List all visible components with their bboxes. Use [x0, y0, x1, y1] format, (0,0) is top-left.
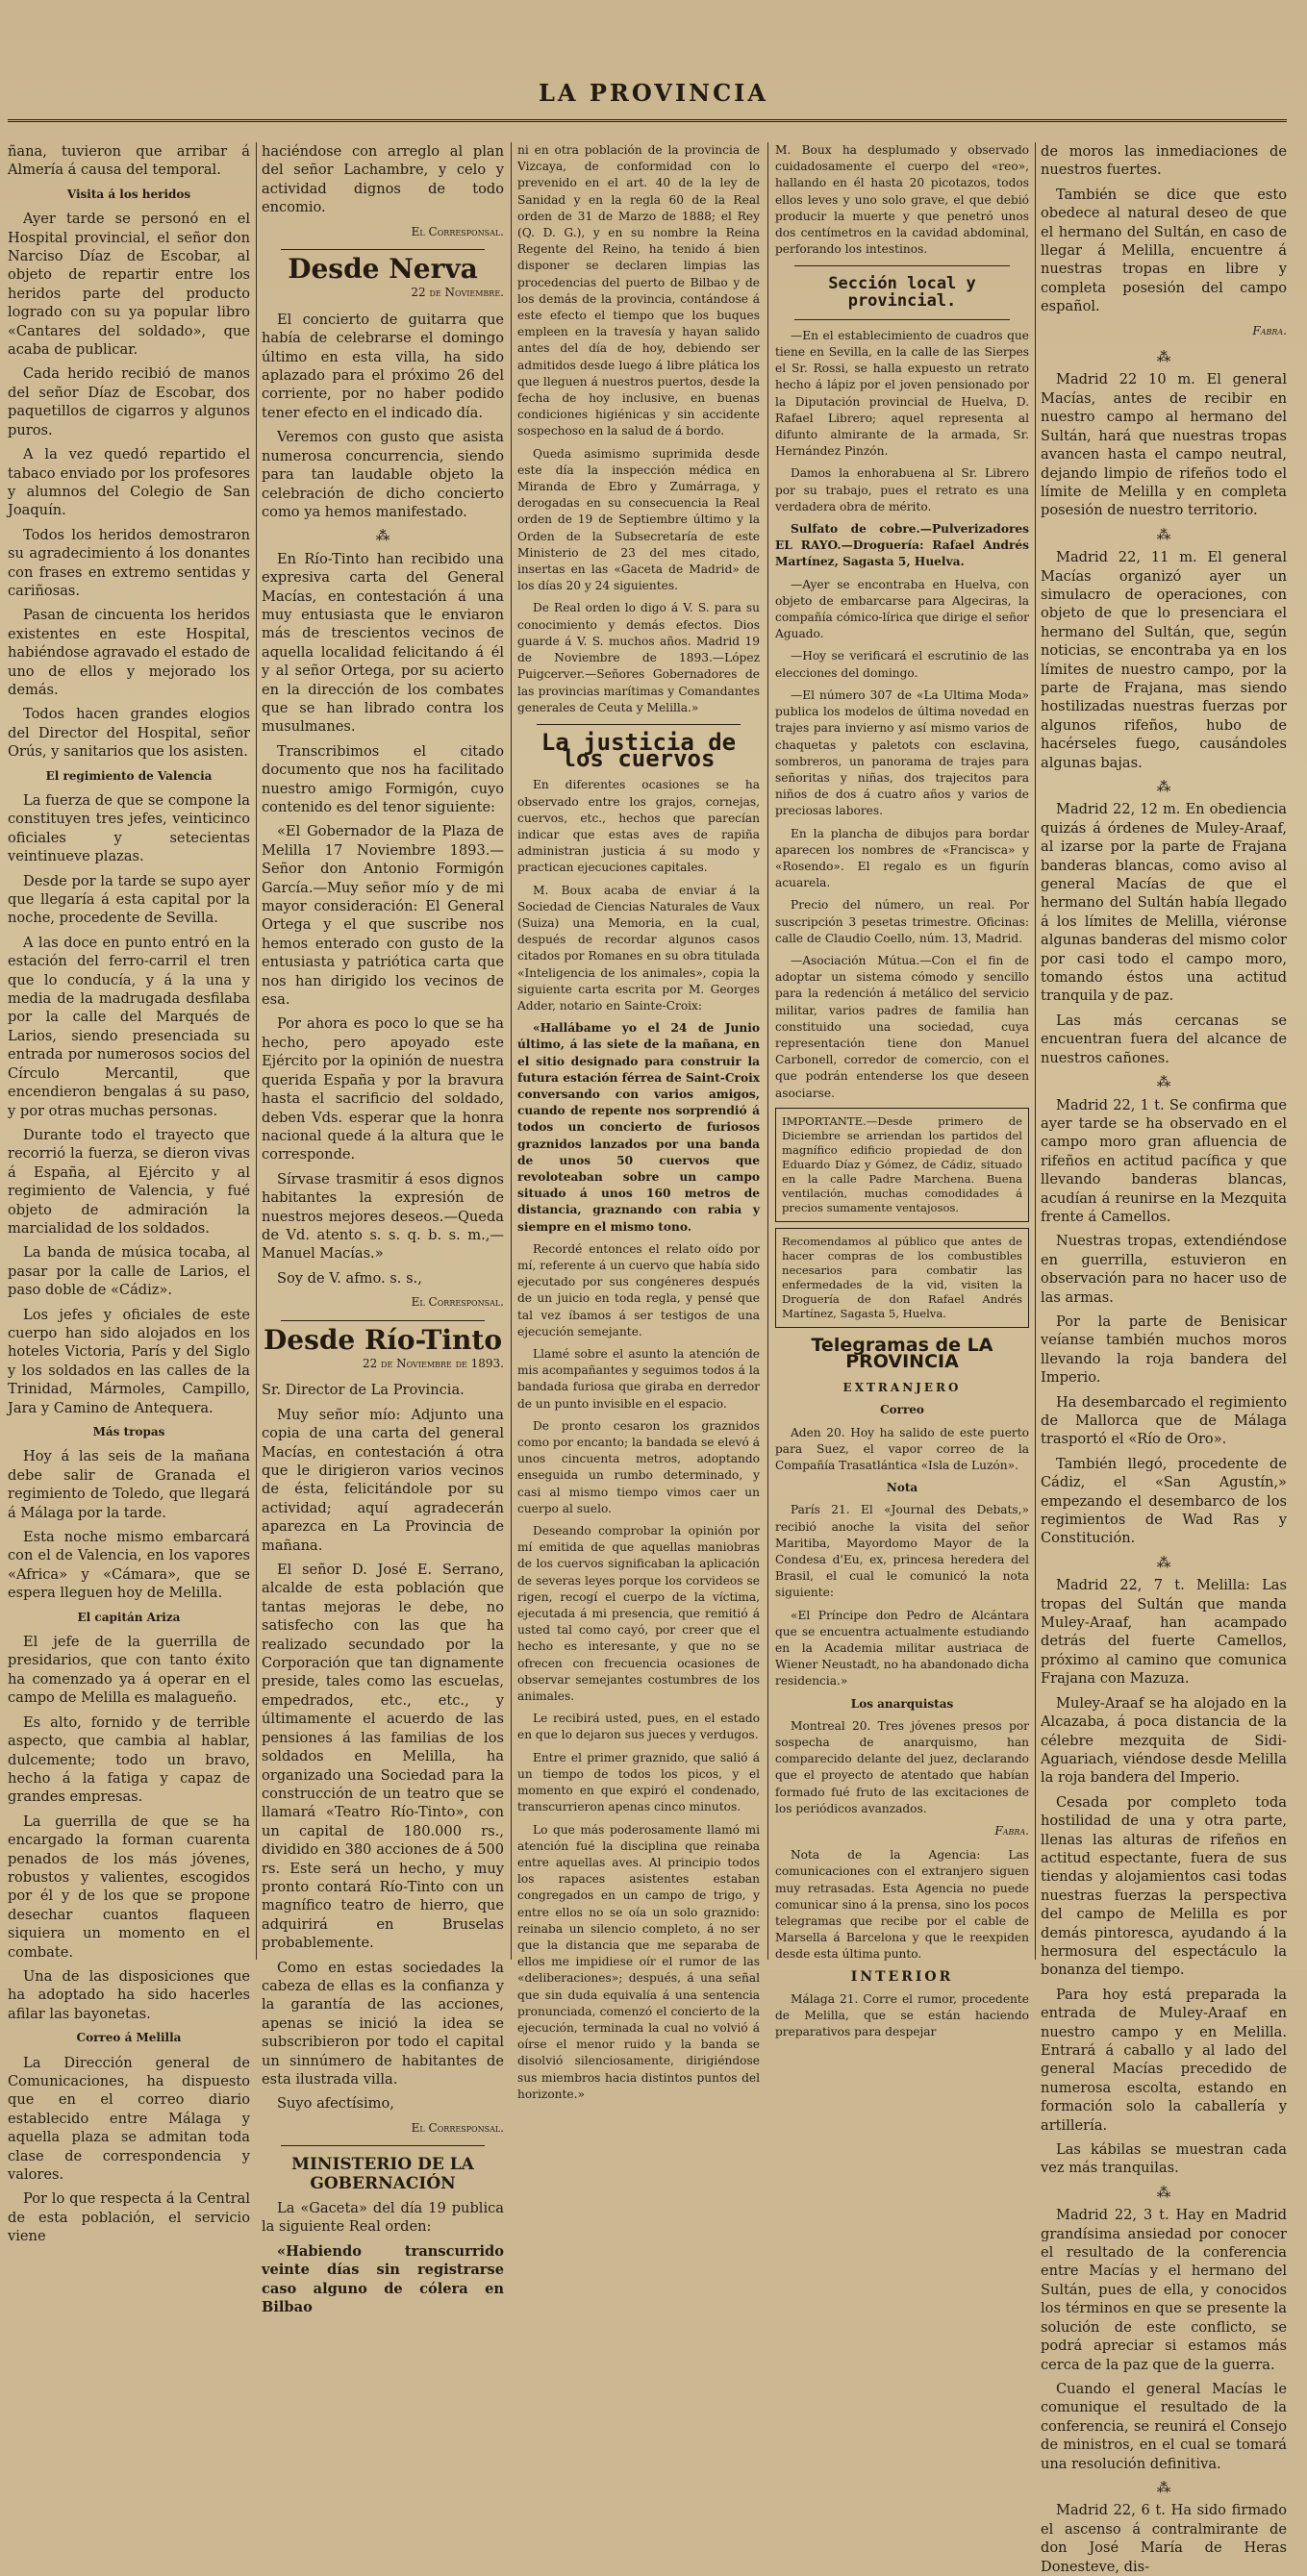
section-subheading: El capitán Ariza	[77, 1610, 181, 1624]
separator-asterism: ⁂	[1156, 349, 1171, 366]
section-subheading: El regimiento de Valencia	[45, 768, 213, 783]
section-subheading: Correo á Melilla	[76, 2031, 182, 2045]
separator-asterism: ⁂	[1156, 1074, 1171, 1091]
paragraph: Una de las disposiciones que ha adoptado ha sido hacerles afilar las bayonetas.	[8, 1967, 250, 2022]
paragraph: Recordé entonces el relato oído por mí, referente á un cuervo que había sido ejecutado por sus congéneres después de un juicio en toda regla, y pensé que tal vez íbamos á ser testigos de una ejecución semejante.	[517, 1241, 760, 1338]
divider	[537, 724, 741, 725]
paragraph: Lo que más poderosamente llamó mi atención fué la disciplina que reinaba entre aquellas aves. Al principio todos los rapaces asistentes estaban congregados en un campo de trigo, y entre ellos no se oía un solo graznido: reinaba un silencio completo, á no ser que la distancia que me separaba de ellos me impidiese oír el rumor de las «deliberaciones»; después, á una señal que sin duda equivalía á una sentencia pronunciada, comenzó el concierto de la ejecución, terminada la cual no volvió á oírse el menor ruido y la banda se disolvió silenciosamente, dirigiéndose sus miembros hacia distintos puntos del horizonte.»	[517, 1822, 760, 2101]
paragraph: Ayer tarde se personó en el Hospital provincial, el señor don Narciso Díaz de Escobar, al objeto de repartir entre los heridos parte del producto logrado con su ya popular libro «Cantares del soldado», que acaba de publicar.	[8, 211, 250, 359]
paragraph: Todos los heridos demostraron su agradecimiento á los donantes con frases en extremo sentidas y cariñosas.	[8, 526, 250, 599]
paragraph: De pronto cesaron los graznidos como por encanto; la bandada se elevó á unos cincuenta metros, adoptando enseguida un rumbo determinado, y casi al mismo tiempo vimos caer un cuerpo al suelo.	[517, 1418, 760, 1515]
article-heading: Desde Río-Tinto	[263, 1323, 502, 1356]
section-subheading: Los anarquistas	[850, 1696, 954, 1711]
paragraph: Nota de la Agencia: Las comunicaciones con el extranjero siguen muy retrasadas. Esta Agencia no puede comunicar sino á la prensa, sino los pocos telegramas que recibe por el cable de Marsella á Barcelona y que le reexpiden desde esta última punto.	[775, 1848, 1029, 1962]
paragraph: En Río-Tinto han recibido una expresiva carta del General Macías, en contestación á una muy entusiasta que le enviaron más de trescientos vecinos de aquella localidad felicitando á él y al señor Ortega, por su acierto en la dirección de los combates que se han librado contra los musulmanes.	[262, 550, 504, 736]
paragraph: La banda de música tocaba, al pasar por la calle de Larios, el paso doble de «Cádiz».	[8, 1244, 250, 1299]
paragraph: Veremos con gusto que asista numerosa concurrencia, siendo para tan laudable objeto la celebración de dicho concierto como ya hemos manifestado.	[262, 429, 504, 520]
paragraph: A las doce en punto entró en la estación del ferro-carril el tren que lo conducía, y á la una y media de la madrugada desfilaba por la calle del Marqués de Larios, siendo presenciada su entrada por numerosos socios del Círculo Mercantil, que encendieron bengalas á su paso, y por otras muchas personas.	[8, 934, 250, 1119]
separator-asterism: ⁂	[1156, 2184, 1171, 2201]
paragraph: Ha desembarcado el regimiento de Mallorca que de Málaga trasportó el «Río de Oro».	[1041, 1393, 1287, 1448]
masthead-rule	[8, 119, 1287, 122]
paragraph: «El Príncipe don Pedro de Alcántara que se encuentra actualmente estudiando en la Academia militar austriaca de Wiener Neustadt, no ha abandonado dicha residencia.»	[775, 1608, 1029, 1688]
paragraph: de moros las inmediaciones de nuestros fuertes.	[1041, 143, 1287, 179]
masthead: LA PROVINCIA	[538, 79, 769, 107]
paragraph: Hoy á las seis de la mañana debe salir de Granada el regimiento de Toledo, que llegará á Málaga por la tarde.	[8, 1448, 250, 1521]
dateline: 22 de Noviembre de 1893.	[362, 1356, 504, 1370]
paragraph: En la plancha de dibujos para bordar aparecen los nombres de «Francisca» y «Rosendo». El regalo es un figurín acuarela.	[775, 826, 1029, 890]
paragraph: —En el establecimiento de cuadros que tiene en Sevilla, en la calle de las Sierpes el Sr. Rossi, se halla expuesto un retrato hecho á lápiz por el joven pensionado por la Diputación provincial de Huelva, D. Rafael Librero; aquel representa al difunto almirante de la armada, Sr. Hernández Pinzón.	[775, 328, 1029, 459]
paragraph: Muley-Araaf se ha alojado en la Alcazaba, á poca distancia de la célebre mezquita de Sidi-Aguariach, viéndose desde Melilla la roja bandera del Imperio.	[1041, 1694, 1287, 1787]
paragraph: Deseando comprobar la opinión por mí emitida de que aquellas maniobras de los cuervos significaban la aplicación de severas leyes porque los corvideos se rigen, recogí el cuerpo de la víctima, ejecutada á mi presencia, que remitió á usted tal como cayó, por creer que el hecho es interesante, y que no se ofrecen con frecuencia ocasiones de observar semejantes costumbres de los animales.	[517, 1524, 760, 1704]
paragraph: haciéndose con arreglo al plan del señor Lachambre, y celo y actividad dignos de todo encomio.	[262, 143, 504, 216]
paragraph: Sírvase trasmitir á esos dignos habitantes la expresión de nuestros mejores deseos.—Queda de Vd. atento s. s. q. b. s. m.,—Manuel Macías.»	[262, 1170, 504, 1263]
paragraph: Madrid 22 10 m. El general Macías, antes de recibir en nuestro campo al hermano del Sultán, hará que nuestras tropas avancen hasta el campo neutral, dejando limpio de rifeños todo el límite de Melilla y en completa posesión de nuestro territorio.	[1041, 371, 1287, 519]
paragraph: Cada herido recibió de manos del señor Díaz de Escobar, dos paquetillos de cigarros y algunos puros.	[8, 365, 250, 438]
advertisement-box: Recomendamos al público que antes de hacer compras de los combustibles necesarios para combatir las enfermedades de la vid, visiten la Droguería de don Rafael Andrés Martínez, Sagasta 5, Huelva.	[775, 1228, 1029, 1328]
separator-asterism: ⁂	[1156, 779, 1171, 795]
column-2	[262, 142, 504, 2316]
article-heading: Desde Nerva	[288, 253, 478, 286]
paragraph: «Habiendo transcurrido veinte días sin registrarse caso alguno de cólera en Bilbao	[262, 2242, 504, 2316]
divider	[281, 2145, 485, 2146]
section-subheading: INTERIOR	[850, 1968, 954, 1985]
paragraph: La «Gaceta» del día 19 publica la siguiente Real orden:	[262, 2200, 504, 2236]
paragraph: Para hoy está preparada la entrada de Muley-Araaf en nuestro campo y en Melilla. Entrará á caballo y al lado del general Macías precedido de numerosa escolta, estando en formación solo la caballería y artillería.	[1041, 1986, 1287, 2134]
paragraph: Entre el primer graznido, que salió á un tiempo de todos los picos, y el momento en que expiró el condenado, transcurrieron apenas cinco minutos.	[517, 1750, 760, 1814]
paragraph: Transcribimos el citado documento que nos ha facilitado nuestro amigo Formigón, cuyo contenido es del tenor siguiente:	[262, 742, 504, 815]
paragraph: La fuerza de que se compone la constituyen tres jefes, veinticinco oficiales y setecientas veintinueve plazas.	[8, 792, 250, 865]
article-heading: La justicia de los cuervos	[540, 728, 737, 773]
paragraph: Montreal 20. Tres jóvenes presos por sospecha de anarquismo, han comparecido delante del juez, declarando que el proyecto de atentado que habían formado fué fruto de las excitaciones de los periódicos avanzados.	[775, 1718, 1029, 1815]
paragraph: Esta noche mismo embarcará con el de Valencia, en los vapores «Africa» y «Cámara», que se espera lleguen hoy de Melilla.	[8, 1529, 250, 1602]
paragraph: ñana, tuvieron que arribar á Almería á causa del temporal.	[8, 143, 250, 179]
section-subheading: Visita á los heridos	[66, 187, 191, 201]
section-subheading: Más tropas	[92, 1425, 165, 1438]
paragraph: La Dirección general de Comunicaciones, ha dispuesto que en el correo diario establecido entre Málaga y aquella plaza se admitan toda clase de correspondencia y valores.	[8, 2054, 250, 2184]
advertisement-box: IMPORTANTE.—Desde primero de Diciembre se arriendan los partidos del magnífico edificio propiedad de don Eduardo Díaz y Gómez, de Cádiz, situado en la calle Padre Marchena. Buena ventilación, muchas comodidades á precios sumamente ventajosos.	[775, 1108, 1029, 1222]
paragraph: «Hallábame yo el 24 de Junio último, á las siete de la mañana, en el sitio designado para construir la futura estación férrea de Saint-Croix conversando con varios amigos, cuando de repente nos sorprendió á todos un concierto de furiosos graznidos lanzados por una banda de unos 50 cuervos que revoloteaban sobre un campo situado á unos 160 metros de distancia, graznando con rabia y siempre en el mismo tono.	[517, 1021, 760, 1234]
paragraph: El señor D. José E. Serrano, alcalde de esta población que tantas mejoras le debe, no satisfecho con las que ha realizado secundado por la Corporación que tan dignamente preside, tales como las escuelas, empedrados, etc., etc., y últimamente el acuerdo de las pensiones á las familias de los soldados en Melilla, ha organizado una Sociedad para la construcción de un teatro que se llamará «Teatro Río-Tinto», con un capital de 180.000 rs., dividido en 380 acciones de á 500 rs. Este será un hecho, y muy pronto contará Río-Tinto con un magnífico teatro de hierro, que adquirirá en Bruselas probablemente.	[262, 1562, 504, 1952]
paragraph: Madrid 22, 7 t. Melilla: Las tropas del Sultán que manda Muley-Araaf, han acampado detrás del fuerte Camellos, próximo al camino que comunica Frajana con Mazuza.	[1041, 1577, 1287, 1688]
paragraph: —Ayer se encontraba en Huelva, con objeto de embarcarse para Algeciras, la compañía cómico-lírica que dirige el señor Aguado.	[775, 577, 1029, 641]
article-heading: Sección local y provincial.	[828, 274, 976, 311]
signature: Fabra.	[994, 1824, 1029, 1838]
paragraph: Madrid 22, 1 t. Se confirma que ayer tarde se ha observado en el campo moro gran afluencia de rifeños en actitud pacífica y que llevando banderas blancas, acudían á reunirse en la Mezquita frente á Camellos.	[1041, 1096, 1287, 1225]
paragraph: M. Boux ha desplumado y observado cuidadosamente el cuerpo del «reo», hallando en él hasta 20 picotazos, todos ellos leves y uno solo grave, el que debió producir la muerte y que penetró unos dos centímetros en la cavidad abdominal, perforando los intestinos.	[775, 143, 1029, 257]
column-5	[1041, 142, 1287, 2575]
column-divider	[511, 142, 512, 1960]
paragraph: Por ahora es poco lo que se ha hecho, pero apoyado este Ejército por la opinión de nuestra querida España y por la bravura hasta el sacrificio del soldado, deben Vds. esperar que la honra nacional quede á la altura que le corresponde.	[262, 1015, 504, 1163]
paragraph: El concierto de guitarra que había de celebrarse el domingo último en esta villa, ha sido aplazado para el próximo 26 del corriente, por no haber podido tener efecto en el indicado día.	[262, 311, 504, 421]
separator-asterism: ⁂	[375, 528, 390, 545]
divider	[281, 1320, 485, 1321]
article-heading: Telegramas de LA PROVINCIA	[811, 1334, 993, 1372]
paragraph: Precio del número, un real. Por suscripción 3 pesetas trimestre. Oficinas: calle de Claudio Coello, núm. 13, Madrid.	[775, 898, 1029, 945]
signature: El Corresponsal.	[411, 2120, 504, 2135]
column-divider	[767, 142, 768, 1960]
paragraph: Las kábilas se muestran cada vez más tranquilas.	[1041, 2141, 1287, 2177]
paragraph: Sr. Director de La Provincia.	[262, 1382, 465, 1399]
column-3	[517, 142, 760, 2101]
column-divider	[256, 142, 257, 1960]
divider	[281, 249, 485, 250]
paragraph: Madrid 22, 11 m. El general Macías organizó ayer un simulacro de operaciones, con objeto de que lo presenciara el hermano del Sultán, que, según noticias, se encontraba ya en los límites de nuestro campo, por la parte de Frajana, mas siendo hostilizadas nuestras fuerzas por algunos rifeños, hubo de hacérseles fuego, causándoles algunas bajas.	[1041, 549, 1287, 771]
separator-asterism: ⁂	[1156, 2479, 1171, 2496]
paragraph: Aden 20. Hoy ha salido de este puerto para Suez, el vapor correo de la Compañía Trasatlántica «Isla de Luzón».	[775, 1425, 1029, 1472]
column-1	[8, 142, 250, 2245]
paragraph: Madrid 22, 12 m. En obediencia quizás á órdenes de Muley-Araaf, al izarse por la parte de Frajana banderas blancas, como aviso al general Macías de que el hermano del Sultán había llegado á los límites de Melilla, viéronse algunas banderas del mismo color por casi todo el campo moro, tomando éstos una actitud tranquila y de paz.	[1041, 801, 1287, 1005]
paragraph: Sulfato de cobre.—Pulverizadores EL RAYO.—Droguería: Rafael Andrés Martínez, Sagasta 5, Huelva.	[775, 522, 1029, 569]
paragraph: —El número 307 de «La Ultima Moda» publica los modelos de última novedad en trajes para invierno y así mismo varios de chaquetas y paletots con esclavina, sombreros, un panorama de trajes para señoritas y niñas, dos trajecitos para niños de dos á cuatro años y varios de preciosas labores.	[775, 688, 1029, 818]
article-heading: MINISTERIO DE LA GOBERNACIÓN	[291, 2155, 474, 2193]
paragraph: Por lo que respecta á la Central de esta población, el servicio viene	[8, 2190, 250, 2245]
paragraph: También llegó, procedente de Cádiz, el «San Agustín,» empezando el desembarco de los regimientos de Wad Ras y Constitución.	[1041, 1455, 1287, 1547]
paragraph: Pasan de cincuenta los heridos existentes en este Hospital, habiéndose agravado el estado de uno de ellos y mejorado los demás.	[8, 607, 250, 698]
paragraph: El jefe de la guerrilla de presidarios, que con tanto éxito ha comenzado ya á operar en el campo de Melilla es malagueño.	[8, 1634, 250, 1707]
paragraph: Málaga 21. Corre el rumor, procedente de Melilla, que se están haciendo preparativos para despejar	[775, 1991, 1029, 2039]
column-divider	[1035, 142, 1036, 1960]
column-4	[775, 142, 1029, 2039]
paragraph: Le recibirá usted, pues, en el estado en que lo dejaron sus jueces y verdugos.	[517, 1712, 760, 1742]
paragraph: Durante todo el trayecto que recorrió la fuerza, se dieron vivas á España, al Ejército y al regimiento de Valencia, y fué objeto de admiración la marcialidad de los soldados.	[8, 1126, 250, 1237]
paragraph: A la vez quedó repartido el tabaco enviado por los profesores y alumnos del Colegio de San Joaquín.	[8, 446, 250, 519]
paragraph: Las más cercanas se encuentran fuera del alcance de nuestros cañones.	[1041, 1012, 1287, 1066]
separator-asterism: ⁂	[1156, 1554, 1171, 1571]
paragraph: Es alto, fornido y de terrible aspecto, que cambia al hablar, dulcemente; todo un bravo, hecho á la fatiga y capaz de grandes empresas.	[8, 1713, 250, 1806]
paragraph: También se dice que esto obedece al natural deseo de que el hermano del Sultán, en caso de llegar á Melilla, encuentre á nuestras tropas en libre y completa posesión del campo español.	[1041, 186, 1287, 315]
paragraph: En diferentes ocasiones se ha observado entre los grajos, cornejas, cuervos, etc., hechos que parecían indicar que estas aves de rapiña administran justicia á su modo y practican ejecuciones capitales.	[517, 778, 760, 875]
paragraph: Los jefes y oficiales de este cuerpo han sido alojados en los hoteles Victoria, París y del Siglo y los soldados en las calles de la Trinidad, Mármoles, Campillo, Jara y Camino de Antequera.	[8, 1306, 250, 1416]
paragraph: Muy señor mío: Adjunto una copia de una carta del general Macías, en contestación á otra que le dirigieron varios vecinos de ésta, felicitándole por su actividad; aquí agradecerán aparezca en La Provincia de mañana.	[262, 1406, 504, 1554]
signature: El Corresponsal.	[411, 1295, 504, 1310]
paragraph: Cuando el general Macías le comunique el resultado de la conferencia, se reunirá el Consejo de ministros, en el cual se tomará una resolución definitiva.	[1041, 2380, 1287, 2472]
paragraph: Todos hacen grandes elogios del Director del Hospital, señor Orús, y sanitarios que los asisten.	[8, 706, 250, 761]
paragraph: Cesada por completo toda hostilidad de una y otra parte, llenas las alturas de rifeños en actitud espectante, fuera de sus tiendas y alojamientos casi todas nuestras fuerzas la perspectiva del campo de Melilla es por demás pintoresca, ayudando á la hermosura del espectáculo la bonanza del tiempo.	[1041, 1793, 1287, 1979]
divider	[794, 319, 1010, 320]
paragraph: Madrid 22, 6 t. Ha sido firmado el ascenso á contralmirante de don José María de Heras Donesteve, dis-	[1041, 2502, 1287, 2575]
paragraph: Soy de V. afmo. s. s.,	[277, 1269, 422, 1287]
signature: El Corresponsal.	[411, 224, 504, 238]
paragraph: ni en otra población de la provincia de Vizcaya, de conformidad con lo prevenido en el art. 40 de la ley de Sanidad y en la regla 60 de la Real orden de 31 de Marzo de 1888; el Rey (Q. D. G.), y en su nombre la Reina Regente del Reino, ha tenido á bien disponer se declaren limpias las procedencias del puerto de Bilbao y de los demás de la provincia, contándose á este efecto el tiempo que los buques empleen en la travesía y hayan salido antes del día de hoy, debiendo ser admitidos desde luego á libre plática los que lleguen á nuestros puertos, desde la fecha de hoy inclusive, en buenas condiciones higiénicas y sin accidente sospechoso en la salud de á bordo.	[517, 143, 760, 438]
section-subheading: Nota	[886, 1481, 918, 1495]
paragraph: Madrid 22, 3 t. Hay en Madrid grandísima ansiedad por conocer el resultado de la conferencia entre Macías y el hermano del Sultán, pues de ella, y conocidos los términos en que se presente la solución de este conflicto, se podrá apreciar si estamos más cerca de la paz que de la guerra.	[1041, 2207, 1287, 2373]
signature: Fabra.	[1252, 323, 1287, 338]
paragraph: Suyo afectísimo,	[277, 2095, 394, 2113]
paragraph: Como en estas sociedades la cabeza de ellas es la confianza y la garantía de las acciones, apenas se inició la idea se subscribieron por todo el capital un sinnúmero de habitantes de esta ilustrada villa.	[262, 1959, 504, 2088]
paragraph: Por la parte de Benisicar veíanse también muchos moros llevando la roja bandera del Imperio.	[1041, 1313, 1287, 1387]
dateline: 22 de Noviembre.	[411, 286, 504, 300]
paragraph: «El Gobernador de la Plaza de Melilla 17 Noviembre 1893.—Señor don Antonio Formigón García.—Muy señor mío y de mi mayor consideración: El General Ortega y el que suscribe nos hemos enterado con gusto de la entusiasta y patriótica carta que nos han dirigido los vecinos de esa.	[262, 823, 504, 1009]
separator-asterism: ⁂	[1156, 526, 1171, 543]
paragraph: —Asociación Mútua.—Con el fin de adoptar un sistema cómodo y sencillo para la redención á metálico del servicio militar, varios padres de familia han constituido una sociedad, cuya representación tiene don Manuel Carbonell, corredor de comercio, con el que podrán entenderse los que deseen asociarse.	[775, 953, 1029, 1100]
paragraph: M. Boux acaba de enviar á la Sociedad de Ciencias Naturales de Vaux (Suiza) una Memoria, en la cual, después de recordar algunos casos citados por Romanes en su obra titulada «Inteligencia de los animales», copia la siguiente carta escrita por M. Georges Adder, notario en Sainte-Croix:	[517, 883, 760, 1013]
paragraph: La guerrilla de que se ha encargado la forman cuarenta penados de los más jóvenes, robustos y valientes, escogidos por él y de los que se propone desechar cuantos flaqueen siquiera un momento en el combate.	[8, 1813, 250, 1961]
paragraph: —Hoy se verificará el escrutinio de las elecciones del domingo.	[775, 649, 1029, 680]
paragraph: Damos la enhorabuena al Sr. Librero por su trabajo, pues el retrato es una verdadera obra de mérito.	[775, 466, 1029, 513]
paragraph: Desde por la tarde se supo ayer que llegaría á esta capital por la noche, procedente de Sevilla.	[8, 872, 250, 927]
paragraph: Queda asimismo suprimida desde este día la inspección médica en Miranda de Ebro y Zumárraga, y derogadas en su consecuencia la Real orden de 19 de Septiembre último y la Orden de la Subsecretaría de este Ministerio de 23 del mes citado, insertas en las «Gaceta de Madrid» de los días 20 y 24 siguientes.	[517, 446, 760, 593]
paragraph: Llamé sobre el asunto la atención de mis acompañantes y seguimos todos á la bandada furiosa que giraba en derredor de un punto invisible en el espacio.	[517, 1347, 760, 1411]
paragraph: Nuestras tropas, extendiéndose en guerrilla, estuvieron en observación para no hacer uso de las armas.	[1041, 1233, 1287, 1306]
section-subheading: EXTRANJERO	[842, 1381, 962, 1395]
paragraph: De Real orden lo digo á V. S. para su conocimiento y demás efectos. Dios guarde á V. S. muchos años. Madrid 19 de Noviembre de 1893.—López Puigcerver.—Señores Gobernadores de las provincias marítimas y Comandantes generales de Ceuta y Melilla.»	[517, 601, 760, 714]
paragraph: París 21. El «Journal des Debats,» recibió anoche la visita del señor Maritiba, Mayordomo Mayor de la Condesa d'Eu, ex, princesa heredera del Brasil, el cual le comunicó la nota siguiente:	[775, 1503, 1029, 1600]
divider	[794, 265, 1010, 266]
section-subheading: Correo	[880, 1403, 924, 1417]
